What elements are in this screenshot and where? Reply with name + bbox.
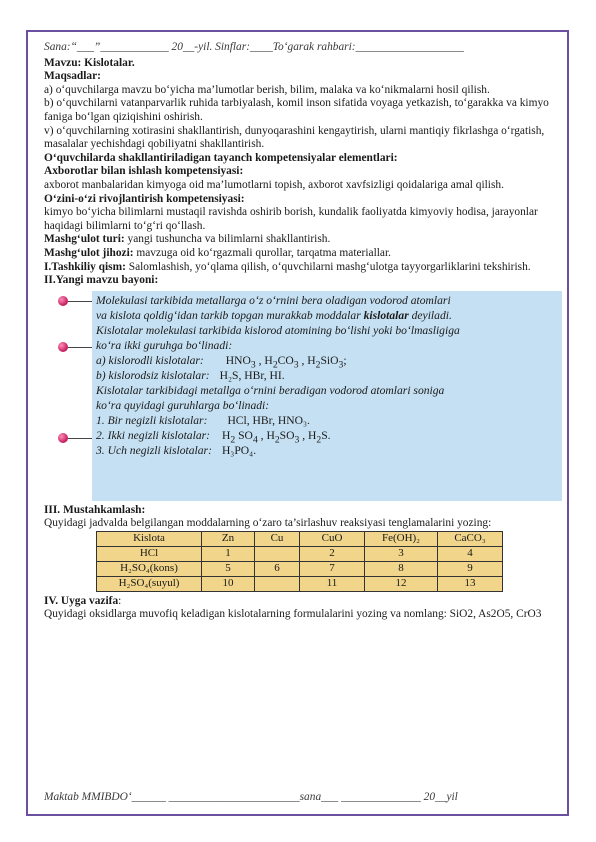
self-dev-title: O‘zini-o‘zi rivojlantirish kompetensiyasi: — [44, 192, 245, 205]
table-cell: HCl — [97, 546, 202, 561]
competence-title: O‘quvchilarda shakllantiriladigan tayanch kompetensiyalar elementlari: — [44, 151, 398, 164]
box-line-2 — [96, 308, 560, 324]
monobasic-label: 1. Bir negizli kislotalar: — [96, 413, 208, 427]
table-cell: 12 — [365, 576, 438, 591]
table-cell: H₂SO₄(suyul) — [97, 576, 202, 591]
box-line-11 — [96, 443, 560, 459]
box-line-6 — [96, 368, 560, 384]
lesson-type — [44, 233, 552, 247]
homework-text: Quyidagi oksidlarga muvofiq keladigan kislotalarning formulalarini yozing va nomlang: SiO2, As2O5, CrO3 — [44, 608, 542, 621]
box-line-7: Kislotalar tarkibidagi metallga o‘rnini beradigan vodorod atomlari soniga — [96, 383, 445, 397]
box-line-1: Molekulasi tarkibida metallarga o‘z o‘rnini bera oladigan vodorod atomlari — [96, 293, 451, 307]
table-header-cell: Kislota — [97, 531, 202, 546]
tribasic-formulas: H₃PO₄. — [221, 443, 257, 457]
table-cell: 7 — [300, 561, 365, 576]
table-cell: 11 — [300, 576, 365, 591]
table-cell: 3 — [365, 546, 438, 561]
table-cell: 8 — [365, 561, 438, 576]
table-cell — [255, 546, 300, 561]
homework — [44, 595, 552, 609]
bullet-icon — [50, 296, 90, 306]
box-term-kislotalar: kislotalar — [363, 308, 409, 322]
info-competence-title: Axborotlar bilan ishlash kompetensiyasi: — [44, 165, 244, 178]
lesson-equipment-label: Mashg‘ulot jihozi: — [44, 246, 134, 259]
lesson-equipment — [44, 247, 552, 261]
oxygen-acids-label: a) kislorodli kislotalar: — [96, 353, 204, 367]
box-line-9 — [96, 413, 560, 429]
box-line-4: ko‘ra ikki guruhga bo‘linadi: — [96, 338, 233, 352]
table-cell: 1 — [202, 546, 255, 561]
goals-title: Maqsadlar: — [44, 70, 101, 83]
box-line-2-end: deyiladi. — [408, 308, 452, 322]
oxygen-free-acids-formulas: H₂S, HBr, HI. — [219, 368, 285, 382]
lesson-equipment-value: mavzuga oid ko‘rgazmali qurollar, tarqatma materiallar. — [133, 246, 391, 259]
lesson-type-label: Mashg‘ulot turi: — [44, 233, 125, 246]
footer-line: Maktab MMIBDO‘______ _______________________sana___ ______________ 20__yil — [44, 791, 458, 803]
bullet-icon — [50, 342, 90, 352]
table-header-cell: Zn — [202, 531, 255, 546]
box-line-8: ko‘ra quyidagi guruhlarga bo‘linadi: — [96, 398, 270, 412]
lesson-plan — [44, 41, 552, 622]
table-header-cell: Cu — [255, 531, 300, 546]
table-header-cell: CuO — [300, 531, 365, 546]
organizational-part — [44, 261, 552, 275]
lesson-type-value: yangi tushuncha va bilimlarni shakllantirish. — [124, 233, 331, 246]
reaction-table — [96, 531, 503, 592]
table-cell: 2 — [300, 546, 365, 561]
header-line: Sana:“___”____________ 20__-yil. Sinflar:____To‘garak rahbari:___________________ — [44, 41, 464, 53]
organizational-label: I.Tashkiliy qism: — [44, 260, 126, 273]
oxygen-acids-formulas: $HNO_3$ , $H_2CO_3$ , $H_2SiO_3$; — [225, 353, 347, 370]
goal-a: a) o‘quvchilarga mavzu bo‘yicha ma’lumotlar berish, bilim, malaka va ko‘nikmalarni hosil qilish. — [44, 83, 490, 96]
reinforcement-title: III. Mustahkamlash: — [44, 503, 146, 516]
tribasic-label: 3. Uch negizli kislotalar: — [96, 443, 212, 457]
table-cell: 5 — [202, 561, 255, 576]
definition-box — [44, 291, 552, 501]
dibasic-formulas: $H_2$ $SO_4$ , $H_2SO_3$ , $H_2S$. — [222, 428, 331, 445]
oxygen-free-acids-label: b) kislorodsiz kislotalar: — [96, 368, 210, 382]
table-header-row — [97, 531, 503, 546]
table-cell — [255, 576, 300, 591]
table-cell: 9 — [438, 561, 503, 576]
table-row — [97, 546, 503, 561]
info-competence-text: axborot manbalaridan kimyoga oid ma’lumotlarni topish, axborot xavfsizligi qoidalariga amal qilish. — [44, 178, 504, 191]
goal-b: b) o‘quvchilarni vatanparvarlik ruhida tarbiyalash, komil inson sifatida voyaga yetkazish, to‘garakka va kimyo faniga bo‘lgan qiziqishini oshirish. — [44, 97, 549, 123]
monobasic-formulas: HCl, HBr, HNO₃. — [227, 413, 310, 427]
self-dev-text: kimyo bo‘yicha bilimlarni mustaqil ravishda oshirib borish, kundalik faoliyatda kimyoviy hodisa, jarayonlar haqidagi bilimlarni to‘g‘ri qo‘llash. — [44, 206, 538, 232]
new-topic-title: II.Yangi mavzu bayoni: — [44, 274, 159, 287]
topic: Mavzu: Kislotalar. — [44, 56, 135, 69]
homework-title: IV. Uyga vazifa — [44, 594, 119, 607]
organizational-value: Salomlashish, yo‘qlama qilish, o‘quvchilarni mashg‘ulotga tayyorgarliklarini tekshirish. — [125, 260, 531, 273]
goal-v: v) o‘quvchilarning xotirasini shakllantirish, dunyoqarashini kengaytirish, ularni mantiqiy fikrlashga o‘rgatish, masalalar yechishdagi qobiliyatni shakllantirish. — [44, 124, 545, 151]
dibasic-label: 2. Ikki negizli kislotalar: — [96, 428, 210, 442]
table-cell: 4 — [438, 546, 503, 561]
table-header-cell: CaCO₃ — [438, 531, 503, 546]
homework-colon: : — [118, 594, 122, 607]
table-cell: 10 — [202, 576, 255, 591]
box-line-3: Kislotalar molekulasi tarkibida kislorod atomining bo‘lishi yoki bo‘lmasligiga — [96, 323, 460, 337]
table-header-cell: Fe(OH)₂ — [365, 531, 438, 546]
box-line-2-text: va kislota qoldig‘idan tarkib topgan murakkab moddalar — [96, 308, 364, 322]
table-row — [97, 576, 503, 591]
reinforcement-text: Quyidagi jadvalda belgilangan moddalarning o‘zaro ta’sirlashuv reaksiyasi tenglamalarini yozing: — [44, 517, 492, 530]
table-cell: H₂SO₄(kons) — [97, 561, 202, 576]
table-cell: 6 — [255, 561, 300, 576]
table-cell: 13 — [438, 576, 503, 591]
bullet-icon — [50, 433, 90, 443]
table-row — [97, 561, 503, 576]
